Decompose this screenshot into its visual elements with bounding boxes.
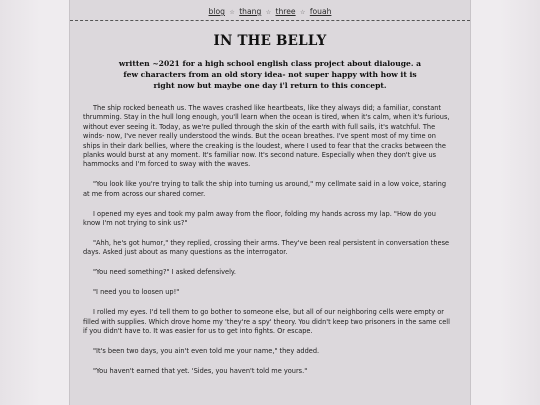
story-paragraph: I opened my eyes and took my palm away from the floor, folding my hands across my lap. "How do you know I'm not trying to sink us?" <box>83 209 436 228</box>
story-paragraph: "Ahh, he's got humor," they replied, crossing their arms. They've been real persistent in conversation these days. Asked just about as many questions as the interrogator. <box>83 238 450 257</box>
story-paragraph: The ship rocked beneath us. The waves crashed like heartbeats, like they always did; a familiar, constant thrumming. Stay in the hull long enough, you'll learn when the ocean is tired, when it's calm, when it's furious, without ever seeing it. Today, as we're pulled through the skin of the earth with full sails, it's watchful. The winds- now, I've never really understood the winds. But the ocean breathes. I've spent most of my time on ships in their dark bellies, where the creaking is the loudest, where I used to fear that the cracks between the planks would burst at any moment. It's familiar now. It's second nature. Especially when they don't give us hammocks and I'm forced to sway with the waves. <box>83 104 450 169</box>
star-separator-icon: ☆ <box>229 9 235 16</box>
story-paragraph: I rolled my eyes. I'd tell them to go bother to someone else, but all of our neighboring cells were empty or filled with supplies. Which drove home my 'they're a spy' theory. You didn't keep two prisoners in the same cell if you didn't have to. It was easier for us to get into fights. Or escape. <box>83 308 450 335</box>
nav-link-fouah[interactable]: fouah <box>309 7 332 16</box>
nav-link-thang[interactable]: thang <box>239 7 262 16</box>
page-title: IN THE BELLY <box>213 33 327 49</box>
nav-link-three[interactable]: three <box>275 7 296 16</box>
top-nav <box>70 0 470 21</box>
story-body <box>83 104 454 376</box>
page-column <box>69 0 471 405</box>
story-paragraph: "You look like you're trying to talk the ship into turning us around," my cellmate said in a low voice, staring at me from across our shared corner. <box>83 180 447 198</box>
story-paragraph: "It's been two days, you ain't even told me your name," they added. <box>93 346 320 355</box>
story-paragraph: "You haven't earned that yet. 'Sides, you haven't told me yours." <box>93 366 308 375</box>
story-paragraph: "I need you to loosen up!" <box>93 288 180 297</box>
page-subtitle: written ~2021 for a high school english class project about dialouge. a few characters from an old story idea- not super happy with how it is right now but maybe one day i'l return to this concept. <box>118 59 422 90</box>
star-separator-icon: ☆ <box>265 9 272 16</box>
story-paragraph: "You need something?" I asked defensively. <box>93 268 236 277</box>
nav-link-blog[interactable]: blog <box>208 7 225 16</box>
star-separator-icon: ☆ <box>300 9 306 16</box>
